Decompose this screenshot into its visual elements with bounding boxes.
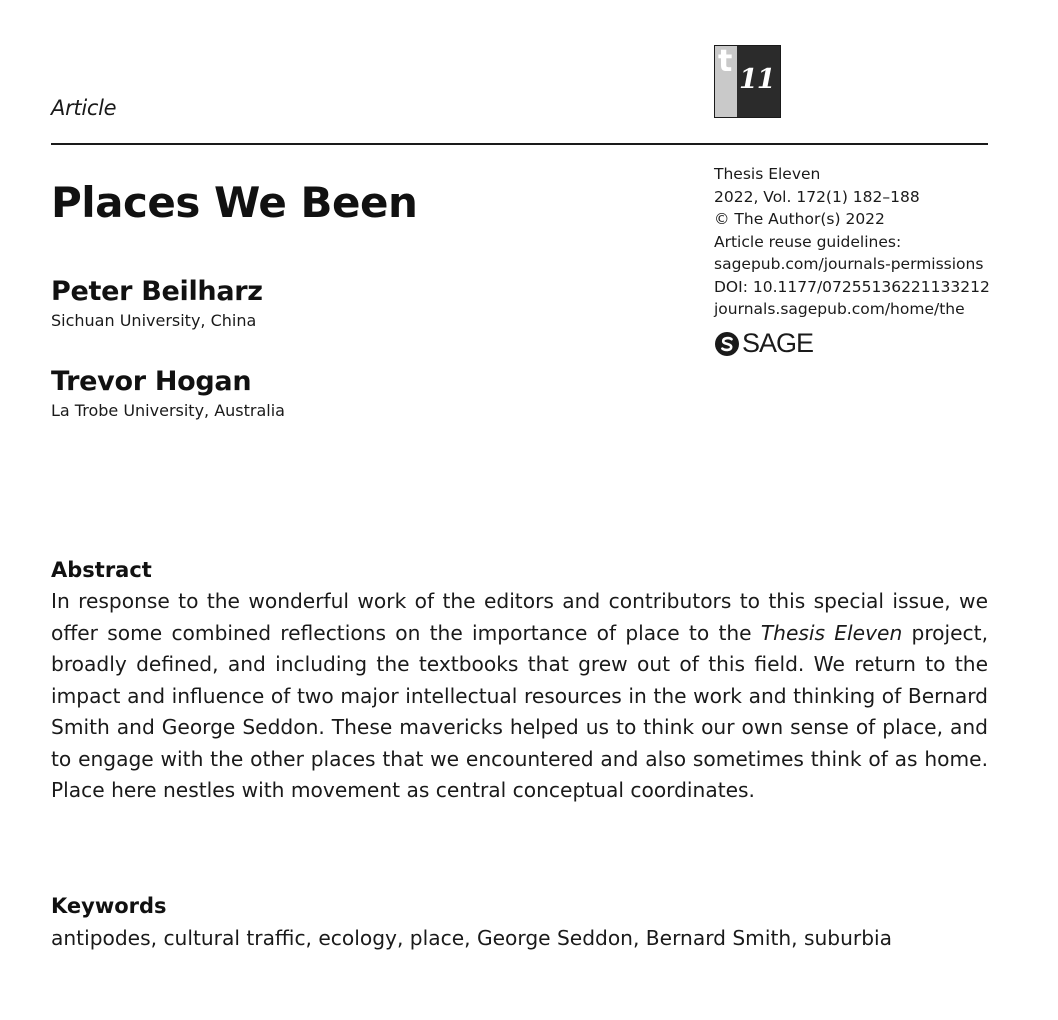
keywords-heading: Keywords [51, 894, 167, 918]
logo-letter: t [718, 44, 733, 79]
publisher-name: SAGE [742, 328, 814, 358]
journal-home-link[interactable]: journals.sagepub.com/home/the [714, 300, 965, 318]
author-name: Trevor Hogan [51, 366, 252, 397]
sage-s-icon [714, 331, 740, 357]
abstract-heading: Abstract [51, 558, 152, 582]
header-rule [51, 143, 988, 145]
doi-link[interactable]: DOI: 10.1177/07255136221133212 [714, 277, 990, 296]
author-affiliation: Sichuan University, China [51, 311, 257, 330]
article-type-label: Article [51, 96, 117, 120]
keywords-section [51, 892, 988, 953]
abstract-text-part: In response to the wonderful work of the editors and contributors to this special issue, we offer some combined reflections on the importance of place to the [51, 589, 988, 645]
abstract-section [51, 556, 988, 807]
logo-number: 11 [739, 64, 775, 95]
copyright-line: © The Author(s) 2022 [714, 210, 885, 228]
reuse-guidelines-label: Article reuse guidelines: [714, 232, 902, 251]
journal-logo [714, 45, 781, 118]
abstract-text-part: project, broadly defined, and including the textbooks that grew out of this field. We return to the impact and influence of two major intellectual resources in the work and thinking of Bernard Smith and George Seddon. These mavericks helped us to think our own sense of place, and to engage with the other places that we encountered and also sometimes think of as home. Place here nestles with movement as central conceptual coordinates. [51, 620, 988, 802]
journal-name: Thesis Eleven [714, 165, 821, 183]
author-name: Peter Beilharz [51, 276, 263, 307]
author-block [51, 276, 263, 330]
article-title: Places We Been [51, 178, 418, 227]
sage-logo [714, 328, 813, 359]
author-affiliation: La Trobe University, Australia [51, 401, 285, 420]
volume-info: 2022, Vol. 172(1) 182–188 [714, 187, 920, 206]
permissions-link[interactable]: sagepub.com/journals-permissions [714, 255, 984, 273]
author-block [51, 366, 285, 420]
abstract-text [51, 586, 988, 807]
publication-metadata [714, 163, 990, 321]
abstract-journal-title: Thesis Eleven [760, 620, 903, 645]
keywords-list: antipodes, cultural traffic, ecology, place, George Seddon, Bernard Smith, suburbia [51, 926, 893, 950]
